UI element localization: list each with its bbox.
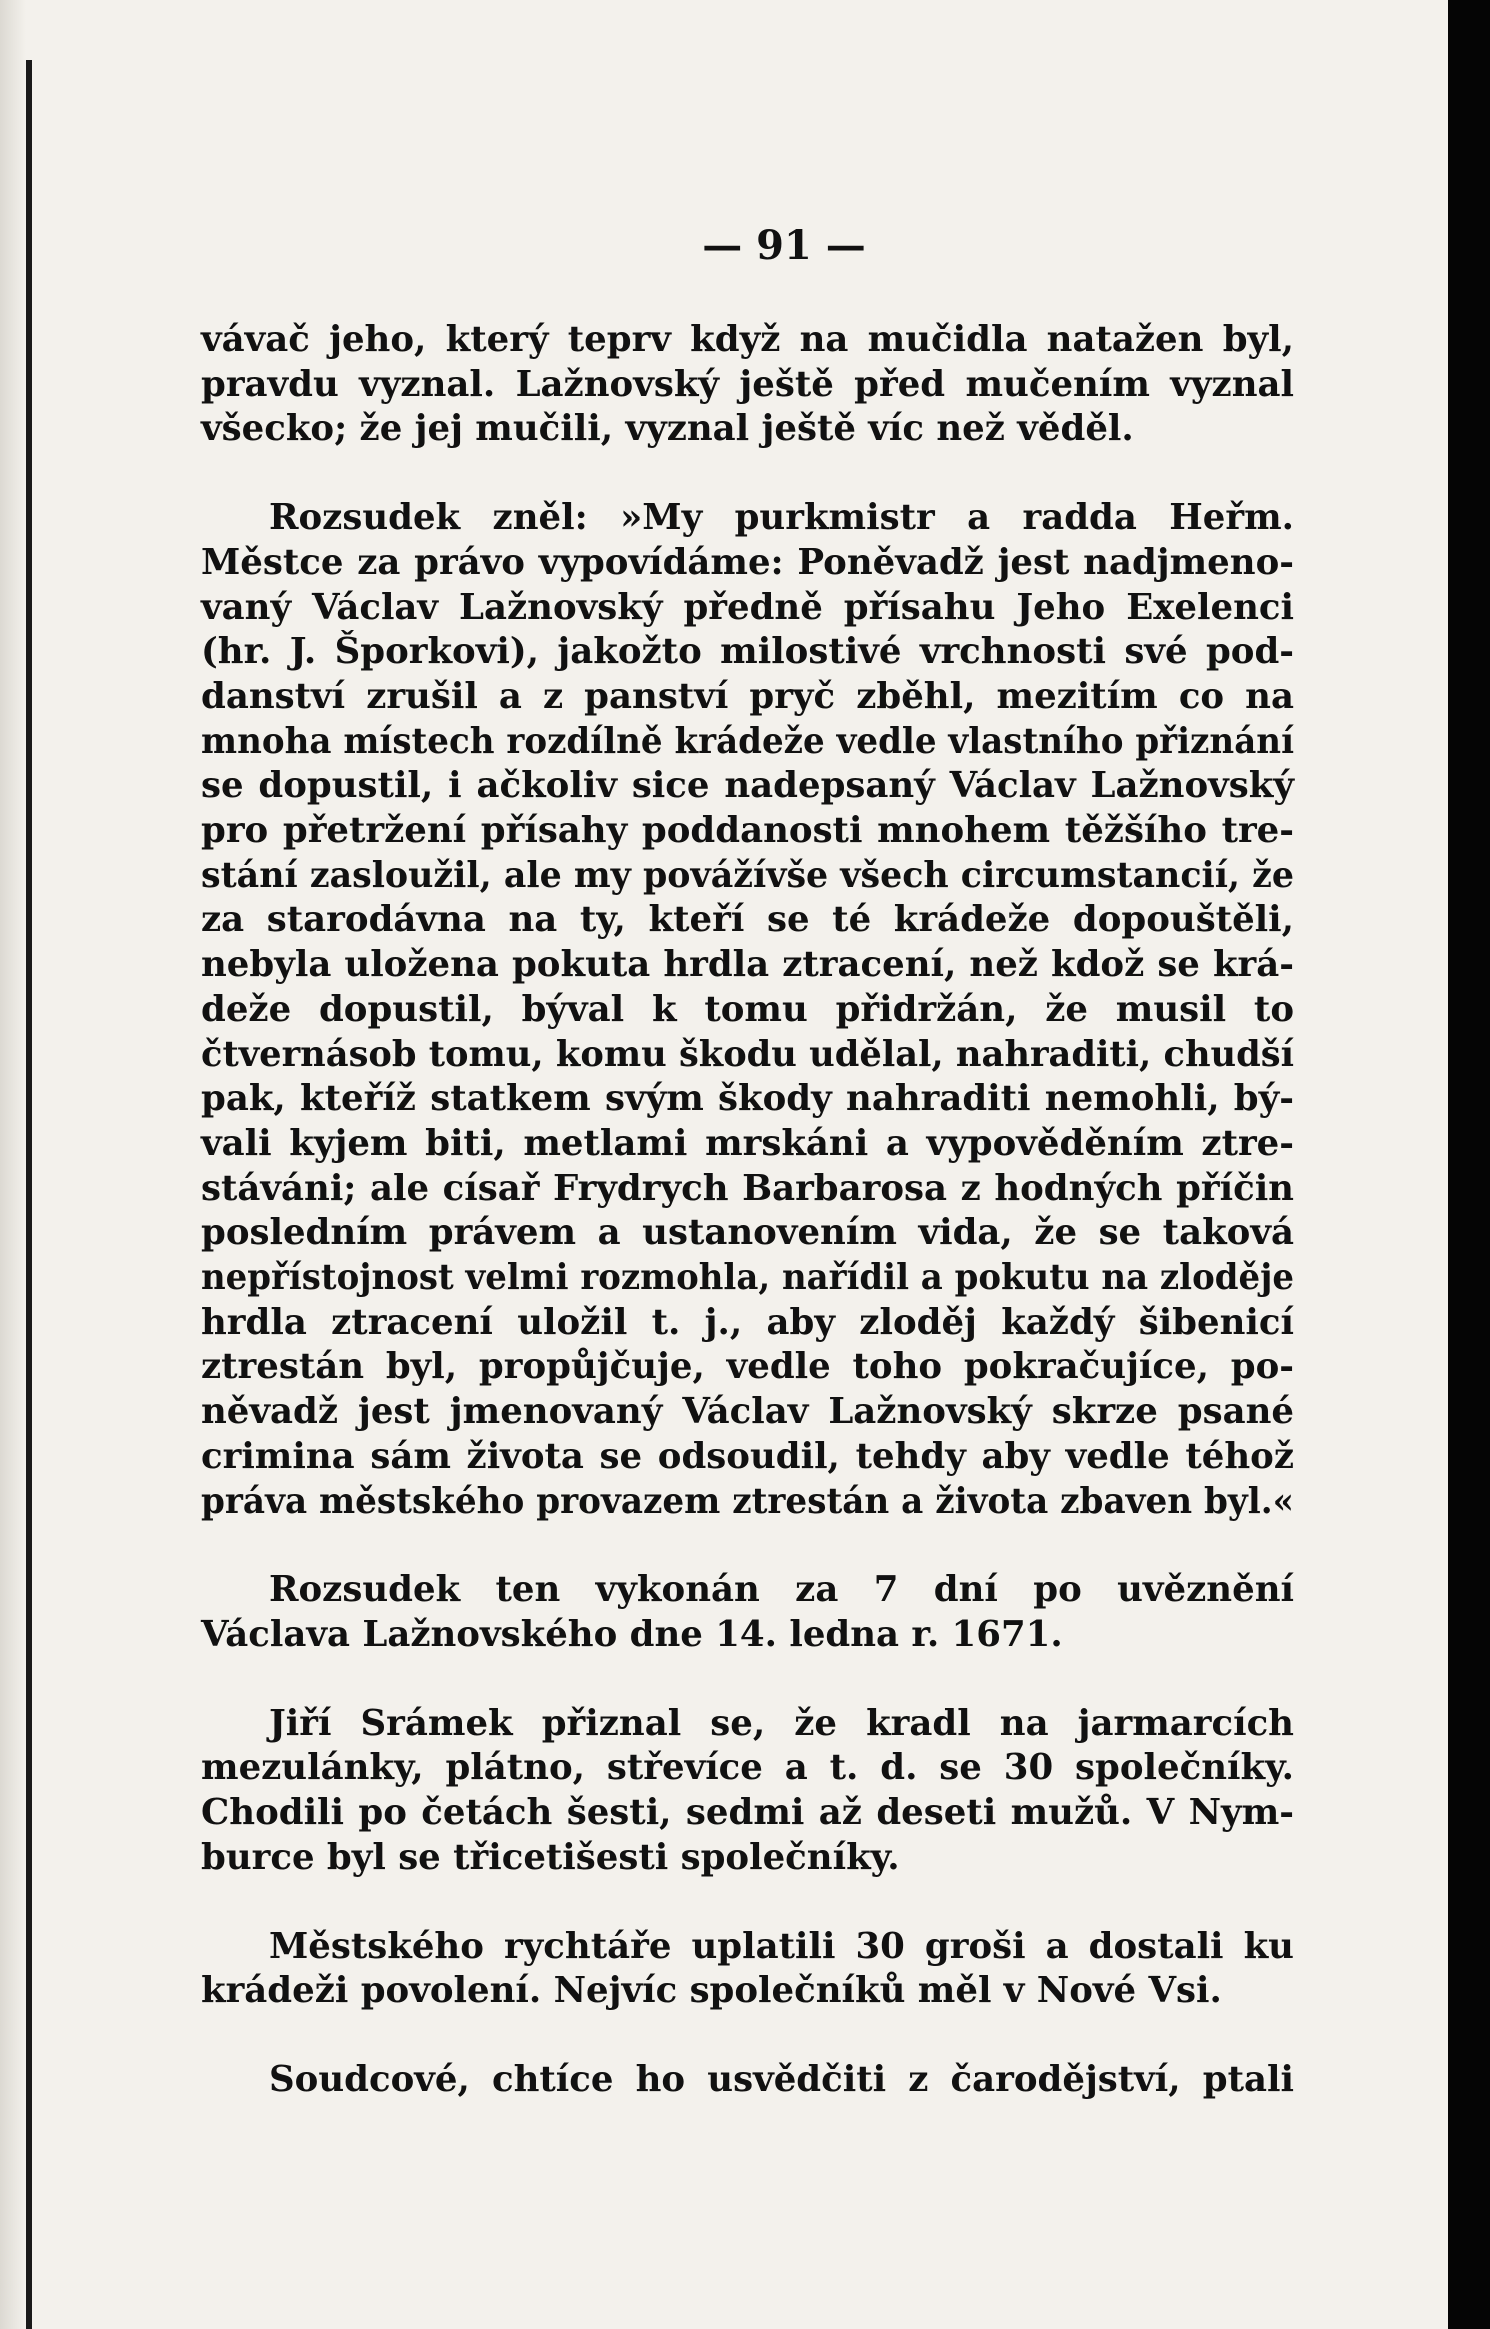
text-line: krádeži povolení. Nejvíc společníků měl v Nové Vsi.: [201, 1970, 1222, 2012]
text-line: Městského rychtáře uplatili 30 groši a dostali ku: [269, 1925, 1294, 1967]
page-binding-shadow: [0, 0, 26, 2329]
text-line: za starodávna na ty, kteří se té krádeže dopouštěli,: [201, 899, 1294, 941]
text-line: posledním právem a ustanovením vida, že se taková: [201, 1212, 1294, 1254]
text-line: vali kyjem biti, metlami mrskáni a vypověděním ztre-: [201, 1122, 1294, 1164]
page-binding-edge: [26, 60, 32, 2329]
text-line: čtvernásob tomu, komu škodu udělal, nahraditi, chudší: [201, 1033, 1294, 1075]
page-number: — 91 —: [702, 222, 866, 269]
text-line: ztrestán byl, propůjčuje, vedle toho pokračujíce, po-: [201, 1346, 1294, 1388]
text-line: pro přetržení přísahy poddanosti mnohem těžšího tre-: [201, 810, 1294, 852]
text-line: vaný Václav Lažnovský předně přísahu Jeho Exelenci: [201, 586, 1294, 628]
text-line: Rozsudek zněl: »My purkmistr a radda Heřm.: [269, 497, 1294, 539]
text-line: něvadž jest jmenovaný Václav Lažnovský skrze psané: [201, 1391, 1294, 1433]
text-line: burce byl se třicetišesti společníky.: [201, 1836, 900, 1878]
text-line: mnoha místech rozdílně krádeže vedle vlastního přiznání: [201, 720, 1295, 762]
text-line: deže dopustil, býval k tomu přidržán, že musil to: [201, 988, 1294, 1030]
page-body-text: [201, 318, 1294, 2103]
text-line: nebyla uložena pokuta hrdla ztracení, než kdož se krá-: [201, 944, 1294, 986]
paragraph-4: [201, 1702, 1294, 1881]
text-line: stáváni; ale císař Frydrych Barbarosa z hodných příčin: [201, 1167, 1294, 1209]
paragraph-6: [201, 2058, 1294, 2103]
text-line: Rozsudek ten vykonán za 7 dní po uvěznění: [269, 1569, 1294, 1611]
text-line: vávač jeho, který teprv když na mučidla natažen byl,: [201, 319, 1294, 360]
text-line: (hr. J. Šporkovi), jakožto milostivé vrchnosti své pod-: [201, 631, 1294, 673]
text-line: stání zasloužil, ale my povážívše všech circumstancií, že: [201, 854, 1295, 896]
text-line: mezulánky, plátno, střevíce a t. d. se 30 společníky.: [201, 1747, 1294, 1789]
text-line: Václava Lažnovského dne 14. ledna r. 1671.: [201, 1613, 1063, 1655]
text-line: pak, kteříž statkem svým škody nahraditi nemohli, bý-: [201, 1078, 1294, 1120]
text-line: se dopustil, i ačkoliv sice nadepsaný Václav Lažnovský: [201, 765, 1294, 807]
paragraph-2: [201, 496, 1294, 1524]
paragraph-1: [201, 318, 1294, 452]
text-line: Soudcové, chtíce ho usvědčiti z čarodějství, ptali: [269, 2058, 1294, 2100]
text-line: Městce za právo vypovídáme: Poněvadž jest nadjmeno-: [201, 541, 1294, 583]
text-line: práva městského provazem ztrestán a života zbaven byl.«: [201, 1480, 1295, 1522]
text-line: všecko; že jej mučili, vyznal ještě víc než věděl.: [201, 408, 1134, 450]
text-line: pravdu vyznal. Lažnovský ještě před mučením vyznal: [201, 363, 1294, 405]
text-line: hrdla ztracení uložil t. j., aby zloděj každý šibenicí: [201, 1301, 1294, 1343]
paragraph-5: [201, 1925, 1294, 2014]
text-line: crimina sám života se odsoudil, tehdy aby vedle téhož: [201, 1435, 1294, 1477]
text-line: nepřístojnost velmi rozmohla, nařídil a pokutu na zloděje: [201, 1257, 1294, 1299]
paragraph-3: [201, 1568, 1294, 1657]
text-line: Jiří Srámek přiznal se, že kradl na jarmarcích: [269, 1702, 1294, 1744]
text-line: danství zrušil a z panství pryč zběhl, mezitím co na: [201, 675, 1294, 717]
scan-dark-margin: [1448, 0, 1490, 2329]
text-line: Chodili po četách šesti, sedmi až deseti mužů. V Nym-: [201, 1792, 1294, 1834]
